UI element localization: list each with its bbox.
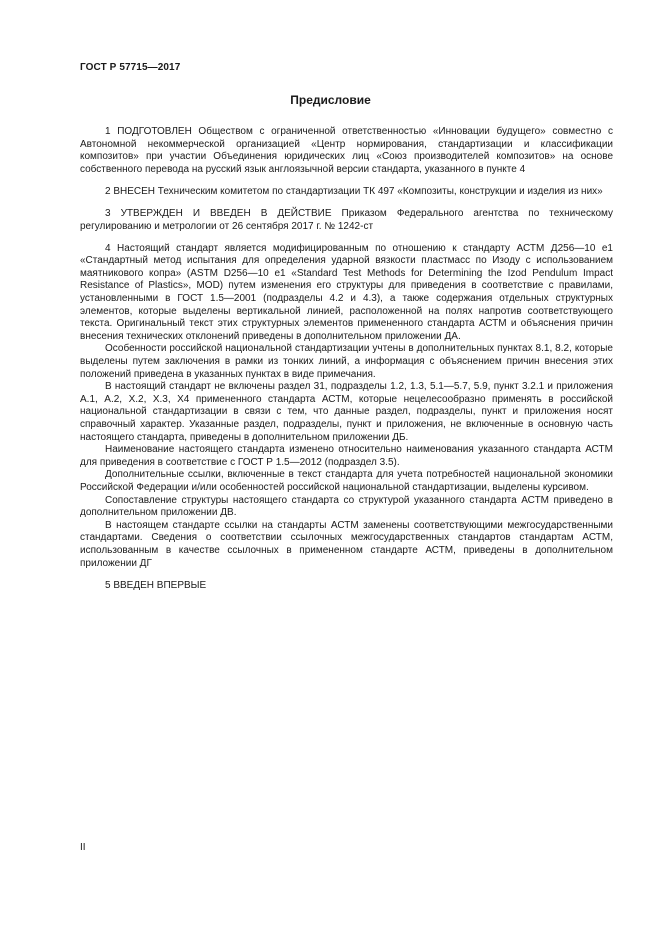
page-title: Предисловие <box>290 93 371 107</box>
page-number: II <box>80 842 86 853</box>
paragraph: Наименование настоящего стандарта изменено относительно наименования указанного стандарта АСТМ для приведения в соответствие с ГОСТ Р 1.5—2012 (подраздел 3.5). <box>80 444 613 468</box>
paragraph: Дополнительные ссылки, включенные в текст стандарта для учета потребностей национальной экономики Российской Федерации и/или особенностей российской национальной стандартизации, выделены курсивом. <box>80 469 613 493</box>
paragraph: 3 УТВЕРЖДЕН И ВВЕДЕН В ДЕЙСТВИЕ Приказом Федерального агентства по техническому регулированию и метрологии от 26 сентября 2017 г. № 1242-ст <box>80 207 613 232</box>
document-body <box>80 126 613 592</box>
paragraph: 2 ВНЕСЕН Техническим комитетом по стандартизации ТК 497 «Композиты, конструкции и изделия из них» <box>105 185 603 197</box>
paragraph: Особенности российской национальной стандартизации учтены в дополнительных пунктах 8.1, 8.2, которые выделены путем заключения в рамки из тонких линий, а информация с объяснением причин внесения этих положений приведена в указанных пунктах в виде примечания. <box>80 343 613 380</box>
paragraph: 5 ВВЕДЕН ВПЕРВЫЕ <box>105 579 207 591</box>
document-code: ГОСТ Р 57715—2017 <box>80 62 181 73</box>
paragraph: Сопоставление структуры настоящего стандарта со структурой указанного стандарта АСТМ приведено в дополнительном приложении ДВ. <box>80 494 613 519</box>
paragraph: В настоящий стандарт не включены раздел 31, подразделы 1.2, 1.3, 5.1—5.7, 5.9, пункт 3.2.1 и приложения А.1, А.2, Х.2, Х.3, Х4 примененного стандарта АСТМ, которые нецелесообразно применять в российской национальной стандартизации в связи с тем, что данные раздел, подразделы, пункт и приложения носят справочный характер. Указанные раздел, подразделы, пункт и приложения, не включенные в основную часть настоящего стандарта, приведены в дополнительном приложении ДБ. <box>80 381 613 443</box>
paragraph: В настоящем стандарте ссылки на стандарты АСТМ заменены соответствующими межгосударственными стандартами. Сведения о соответствии ссылочных межгосударственных стандартов стандартам АСТМ, использованным в качестве ссылочных в примененном стандарте АСТМ, приведены в дополнительном приложении ДГ <box>80 519 613 569</box>
paragraph: 4 Настоящий стандарт является модифицированным по отношению к стандарту АСТМ Д256—10 е1 «Стандартный метод испытания для определения ударной вязкости пластмасс по Изоду с использованием маятникового копра» (ASTM D256—10 e1 «Standard Test Methods for Determining the Izod Pendulum Impact Resistance of Plastics», MOD) путем изменения его структуры для приведения в соответствие с правилами, установленными в ГОСТ 1.5—2001 (подразделы 4.2 и 4.3), а также содержания отдельных структурных элементов, которые выделены вертикальной линией, расположенной на полях напротив соответствующего текста. Оригинальный текст этих структурных элементов примененного стандарта АСТМ и объяснения причин внесения технических отклонений приведены в дополнительном приложении ДА. <box>80 242 613 342</box>
paragraph: 1 ПОДГОТОВЛЕН Обществом с ограниченной ответственностью «Инновации будущего» совместно с Автономной некоммерческой организацией «Центр нормирования, стандартизации и классификации композитов» при участии Объединения юридических лиц «Союз производителей композитов» на основе собственного перевода на русский язык англоязычной версии стандарта, указанного в пункте 4 <box>80 126 613 175</box>
